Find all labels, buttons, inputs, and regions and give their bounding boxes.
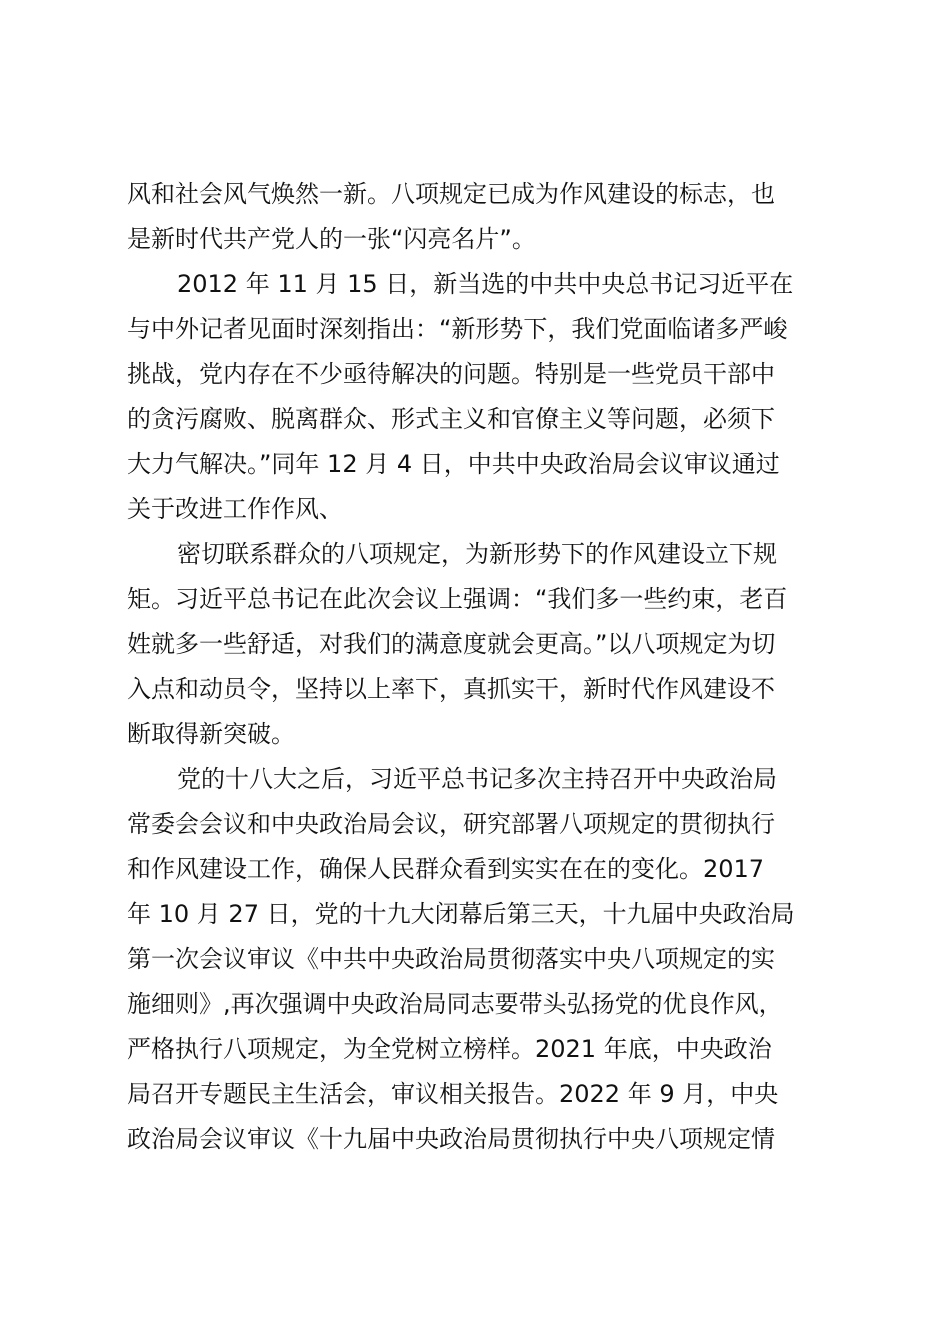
text-line: 局召开专题民主生活会，审议相关报告。2022 年 9 月，中央 [127,1080,779,1108]
text-line: 姓就多一些舒适，对我们的满意度就会更高。”以八项规定为切 [127,630,776,658]
text-line: 大力气解决。”同年 12 月 4 日，中共中央政治局会议审议通过 [127,450,780,478]
text-line: 党的十八大之后，习近平总书记多次主持召开中央政治局 [177,765,777,793]
text-line: 矩。习近平总书记在此次会议上强调：“我们多一些约束，老百 [127,585,788,613]
text-line: 2012 年 11 月 15 日，新当选的中共中央总书记习近平在 [177,270,794,298]
paragraph-2 [127,262,833,532]
text-line: 挑战，党内存在不少亟待解决的问题。特别是一些党员干部中 [127,360,775,388]
text-line: 施细则》,再次强调中央政治局同志要带头弘扬党的优良作风， [127,990,783,1018]
paragraph-3 [127,532,833,757]
text-line: 常委会会议和中央政治局会议，研究部署八项规定的贯彻执行 [127,810,775,838]
text-line: 风和社会风气焕然一新。八项规定已成为作风建设的标志，也 [127,180,775,208]
text-line: 密切联系群众的八项规定，为新形势下的作风建设立下规 [177,540,777,568]
text-line: 关于改进工作作风、 [127,495,343,523]
text-line: 严格执行八项规定，为全党树立榜样。2021 年底，中央政治 [127,1035,772,1063]
paragraph-4 [127,757,833,1162]
text-line: 第一次会议审议《中共中央政治局贯彻落实中央八项规定的实 [127,945,775,973]
text-line: 政治局会议审议《十九届中央政治局贯彻执行中央八项规定情 [127,1125,775,1153]
text-line: 的贪污腐败、脱离群众、形式主义和官僚主义等问题，必须下 [127,405,775,433]
text-line: 和作风建设工作，确保人民群众看到实实在在的变化。2017 [127,855,765,883]
document-body [127,172,833,1162]
text-line: 与中外记者见面时深刻指出：“新形势下，我们党面临诸多严峻 [127,315,788,343]
paragraph-1 [127,172,833,262]
text-line: 年 10 月 27 日，党的十九大闭幕后第三天，十九届中央政治局 [127,900,795,928]
text-line: 入点和动员令，坚持以上率下，真抓实干，新时代作风建设不 [127,675,775,703]
text-line: 是新时代共产党人的一张“闪亮名片”。 [127,225,536,253]
text-line: 断取得新突破。 [127,720,295,748]
